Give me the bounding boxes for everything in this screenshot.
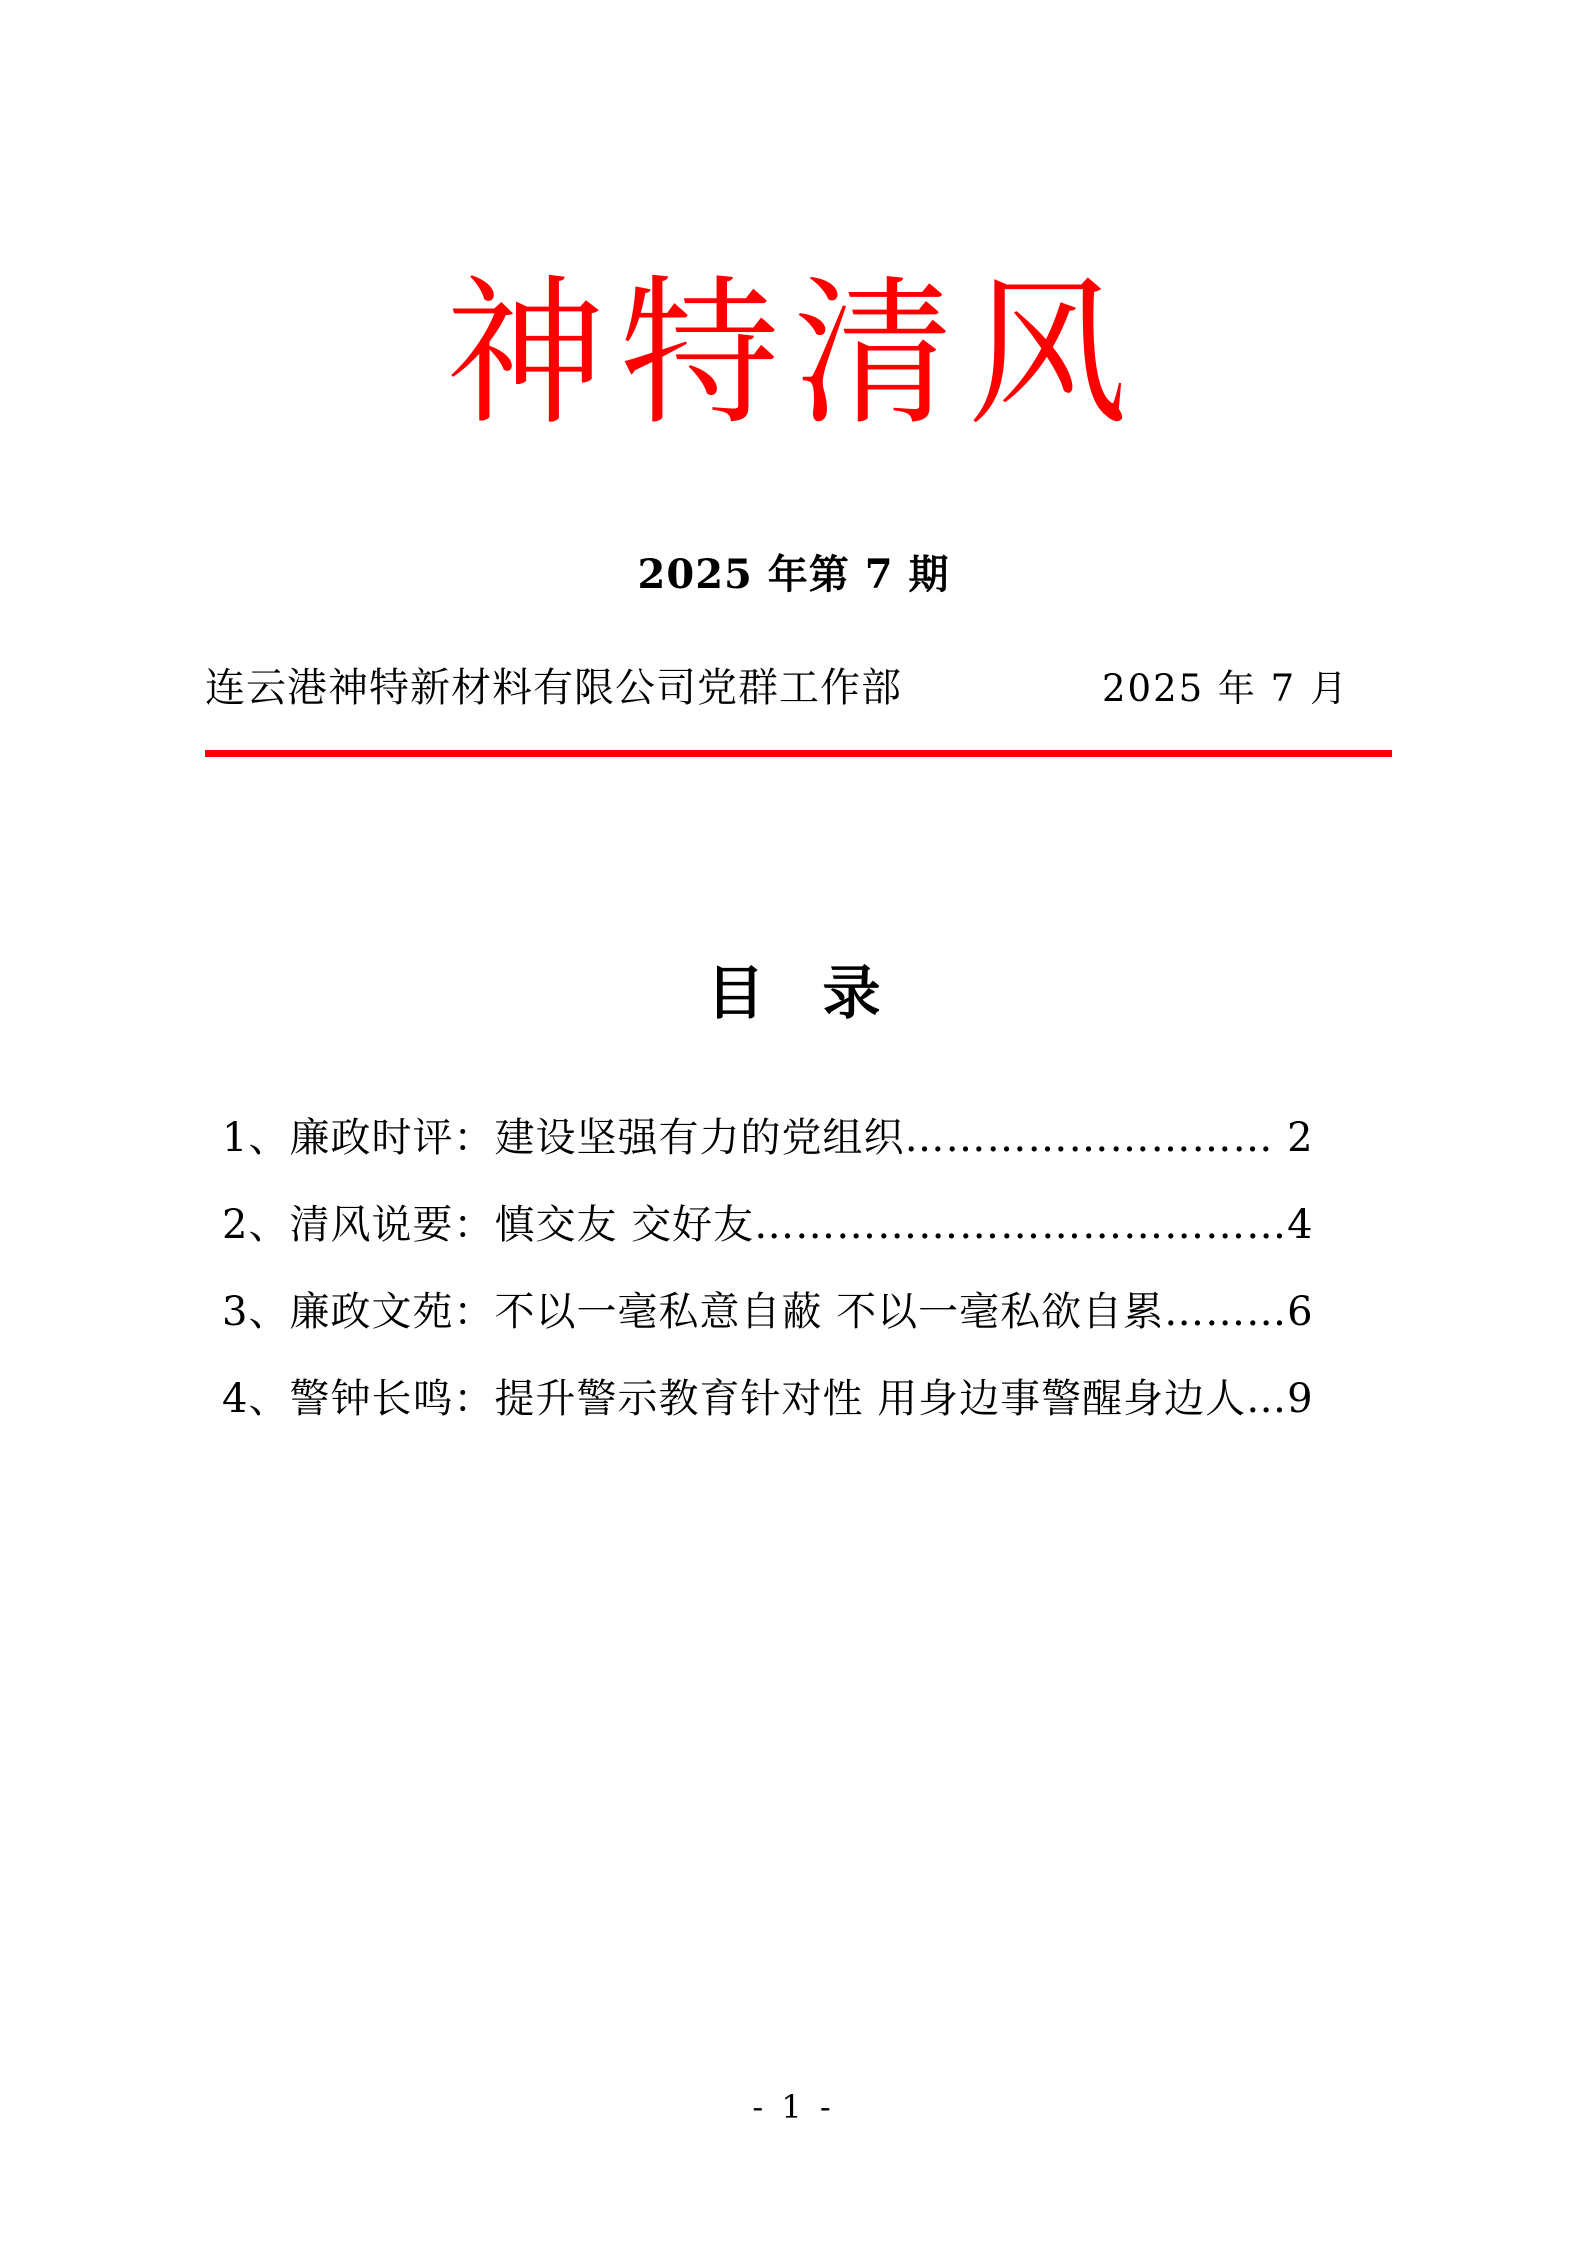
issue-number: 2025 年第 7 期 <box>637 551 950 598</box>
newsletter-title: 神特清风 <box>445 260 1142 447</box>
toc-heading: 目 录 <box>706 959 881 1027</box>
toc-list <box>222 1115 1407 1466</box>
toc-item-leader: ……………………… <box>904 1115 1274 1161</box>
toc-item-label: 4、警钟长鸣：提升警示教育针对性 用身边事警醒身边人 <box>222 1376 1247 1422</box>
toc-item[interactable] <box>222 1289 1407 1335</box>
toc-item-label: 2、清风说要：慎交友 交好友 <box>222 1202 755 1248</box>
toc-item-label: 1、廉政时评：建设坚强有力的党组织 <box>222 1115 905 1161</box>
toc-item-page-number: 6 <box>1287 1289 1314 1335</box>
page-number-footer: - 1 - <box>752 2088 835 2126</box>
toc-item-leader: … <box>1246 1376 1288 1422</box>
toc-item[interactable] <box>222 1376 1407 1422</box>
toc-item-page-number: 4 <box>1287 1202 1314 1248</box>
toc-item-label: 3、廉政文苑：不以一毫私意自蔽 不以一毫私欲自累 <box>222 1289 1165 1335</box>
masthead-info-row <box>205 656 1387 713</box>
publication-date: 2025 年 7 月 <box>1102 667 1349 710</box>
toc-item[interactable] <box>222 1115 1407 1161</box>
toc-item-leader: ………………………………… <box>754 1202 1288 1248</box>
publisher-name: 连云港神特新材料有限公司党群工作部 <box>205 665 902 711</box>
toc-item-page-number: 9 <box>1287 1376 1314 1422</box>
masthead-divider-rule <box>205 750 1392 757</box>
toc-item-page-number: 2 <box>1273 1115 1314 1161</box>
toc-item-leader: ……… <box>1164 1289 1288 1335</box>
toc-item[interactable] <box>222 1202 1407 1248</box>
